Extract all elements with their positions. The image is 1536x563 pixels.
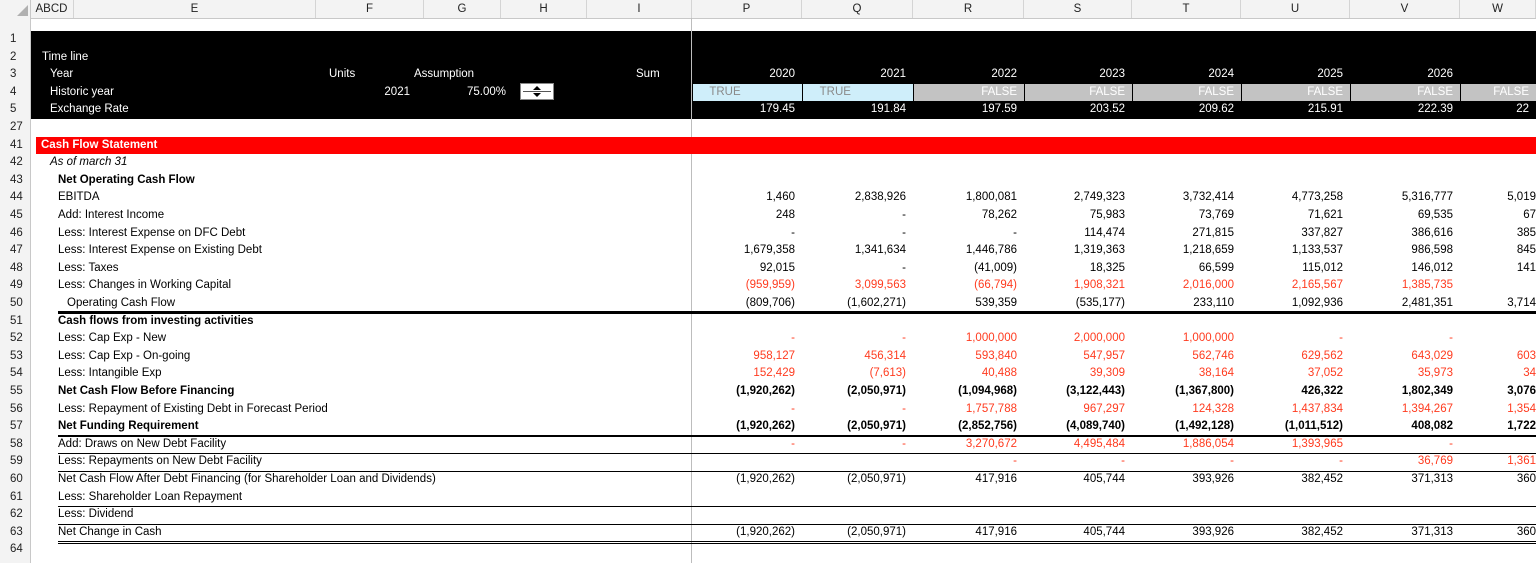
cfs-cell: (2,050,971) <box>847 385 906 397</box>
row-number-56[interactable]: 56 <box>10 402 23 415</box>
historic-flag-0: TRUE <box>709 85 741 98</box>
cfs-cell: 845 <box>1516 244 1536 257</box>
cfs-cell: - <box>1013 226 1017 239</box>
cfs-cell: 382,452 <box>1301 525 1343 538</box>
cfs-cell: (959,959) <box>745 279 795 292</box>
cfs-cell: (2,050,971) <box>847 420 906 433</box>
cfs-cell: (3,122,443) <box>1066 385 1125 397</box>
cfs-row-label: Less: Changes in Working Capital <box>58 279 232 292</box>
cfs-row-label: Less: Repayment of Existing Debt in Forecast Period <box>58 402 328 415</box>
select-all-corner[interactable] <box>0 0 31 18</box>
column-header-e[interactable]: E <box>74 0 316 18</box>
cfs-cell: 337,827 <box>1301 226 1343 239</box>
row-number-55[interactable]: 55 <box>10 385 23 397</box>
cfs-cell: 4,495,484 <box>1073 437 1125 450</box>
select-all-triangle-icon <box>17 5 28 16</box>
cfs-cell: 248 <box>775 209 795 221</box>
exchange-rate-2: 197.59 <box>981 103 1017 116</box>
column-header-f[interactable]: F <box>316 0 424 18</box>
cfs-cell: (2,852,756) <box>958 420 1017 433</box>
cfs-cell: (66,794) <box>974 279 1017 292</box>
column-header-p[interactable]: P <box>692 0 802 18</box>
cfs-cell: 393,926 <box>1192 525 1234 538</box>
row-number-54[interactable]: 54 <box>10 367 23 380</box>
historic-flag-3: FALSE <box>1089 85 1125 98</box>
cfs-row-label: Less: Repayments on New Debt Facility <box>58 455 262 468</box>
cfs-cell: 114,474 <box>1084 226 1125 239</box>
year-2: 2022 <box>991 68 1017 81</box>
rule-below-operating <box>58 313 1536 314</box>
cfs-cell: 37,052 <box>1307 367 1343 380</box>
cfs-cell: 2,838,926 <box>854 191 906 204</box>
cfs-cell: - <box>902 332 906 345</box>
cfs-cell: 124,328 <box>1192 402 1234 415</box>
units-header: Units <box>329 68 356 81</box>
column-header-v[interactable]: V <box>1350 0 1460 18</box>
column-header-u[interactable]: U <box>1241 0 1350 18</box>
rule-above-net-funding <box>58 453 1536 454</box>
cfs-cell: 986,598 <box>1411 244 1453 257</box>
cfs-cell: 1,385,735 <box>1401 279 1453 292</box>
cfs-row-label: Less: Interest Expense on DFC Debt <box>58 226 246 239</box>
rule-below-net-cash <box>58 436 1536 437</box>
cfs-cell: (2,050,971) <box>847 525 906 538</box>
cfs-cell: 1,886,054 <box>1182 437 1234 450</box>
cfs-cell: 1,218,659 <box>1182 244 1234 257</box>
cfs-cell: 417,916 <box>975 473 1017 485</box>
assumption-header: Assumption <box>414 68 475 81</box>
cfs-cell: - <box>791 402 795 415</box>
cfs-cell: 35,973 <box>1417 367 1453 380</box>
cfs-cell: 405,744 <box>1083 525 1125 538</box>
cfs-cell: 1,092,936 <box>1291 297 1343 309</box>
year-5: 2025 <box>1317 68 1343 81</box>
as-of-date-label: As of march 31 <box>50 156 128 169</box>
row-number-42[interactable]: 42 <box>10 156 23 169</box>
cfs-cell: 547,957 <box>1083 349 1125 362</box>
cfs-cell: 417,916 <box>975 525 1017 538</box>
cfs-cell: 36,769 <box>1417 455 1453 468</box>
cfs-cell: 1,393,965 <box>1291 437 1343 450</box>
cfs-cell: 1,460 <box>766 191 795 204</box>
row-number-59[interactable]: 59 <box>10 455 23 468</box>
cfs-row-label: Less: Intangible Exp <box>58 367 162 380</box>
cfs-cell: - <box>902 402 906 415</box>
cfs-cell: 2,749,323 <box>1073 191 1125 204</box>
cfs-cell: 426,322 <box>1301 385 1343 397</box>
rule-above-after-financing <box>58 506 1536 507</box>
cfs-cell: 67 <box>1523 209 1536 221</box>
cfs-cell: 967,297 <box>1083 402 1125 415</box>
row-number-58[interactable]: 58 <box>10 437 23 450</box>
row-number-64[interactable]: 64 <box>10 543 23 556</box>
cfs-cell: 1,437,834 <box>1291 402 1343 415</box>
cfs-cell: 386,616 <box>1411 226 1453 239</box>
cfs-cell: 34 <box>1523 367 1536 380</box>
cfs-row-label: Less: Interest Expense on Existing Debt <box>58 244 262 257</box>
cfs-cell: - <box>1449 332 1453 345</box>
cfs-row-label: Add: Draws on New Debt Facility <box>58 437 227 450</box>
historic-flag-5: FALSE <box>1307 85 1343 98</box>
cfs-cell: 233,110 <box>1193 297 1234 309</box>
cfs-row-label: Less: Taxes <box>58 261 119 274</box>
cfs-cell: 456,314 <box>864 349 906 362</box>
cfs-cell: 393,926 <box>1192 473 1234 485</box>
cfs-cell: - <box>902 209 906 221</box>
cfs-cell: 146,012 <box>1411 261 1453 274</box>
cfs-cell: (2,050,971) <box>847 473 906 485</box>
cfs-cell: 75,983 <box>1089 209 1125 221</box>
cfs-cell: 360 <box>1516 473 1536 485</box>
cfs-cell: 1,361 <box>1507 455 1536 468</box>
cfs-cell: 1,394,267 <box>1401 402 1453 415</box>
cfs-cell: - <box>902 261 906 274</box>
column-header-q[interactable]: Q <box>802 0 913 18</box>
cfs-cell: 2,000,000 <box>1073 332 1125 345</box>
cfs-cell: - <box>902 437 906 450</box>
rule-below-after-financing <box>58 524 1536 525</box>
cfs-cell: 3,099,563 <box>854 279 906 292</box>
cfs-cell: 1,000,000 <box>965 332 1017 345</box>
cfs-cell: (1,602,271) <box>847 297 906 309</box>
cfs-cell: (1,920,262) <box>736 420 795 433</box>
cfs-cell: 408,082 <box>1411 420 1453 433</box>
column-header-i[interactable]: I <box>587 0 692 18</box>
row-number-3[interactable]: 3 <box>10 68 17 81</box>
row-number-49[interactable]: 49 <box>10 279 23 292</box>
historic-percentage-input[interactable]: 75.00% <box>466 85 506 98</box>
cfs-cell: 1,446,786 <box>965 244 1017 257</box>
cfs-row-label: Less: Cap Exp - On-going <box>58 349 191 362</box>
cfs-row-label: Less: Shareholder Loan Repayment <box>58 490 243 503</box>
exchange-rate-1: 191.84 <box>870 103 906 116</box>
column-header-g[interactable]: G <box>424 0 501 18</box>
cfs-cell: (1,920,262) <box>736 385 795 397</box>
year-0: 2020 <box>769 68 795 81</box>
historic-year-spinner[interactable] <box>520 83 554 100</box>
cfs-cell: 5,316,777 <box>1401 191 1453 204</box>
cfs-cell: (1,492,128) <box>1175 420 1234 433</box>
cfs-cell: 2,016,000 <box>1182 279 1234 292</box>
cfs-cell: 141 <box>1516 261 1536 274</box>
cfs-cell: 1,319,363 <box>1073 244 1125 257</box>
row-number-41[interactable]: 41 <box>10 138 23 151</box>
row-number-62[interactable]: 62 <box>10 508 23 521</box>
cfs-cell: (1,920,262) <box>736 525 795 538</box>
exchange-rate-4: 209.62 <box>1198 103 1234 116</box>
row-number-61[interactable]: 61 <box>10 490 23 503</box>
cfs-row-label: Net Operating Cash Flow <box>58 173 195 186</box>
exchange-rate-0: 179.45 <box>759 103 795 116</box>
spin-down-icon[interactable] <box>533 93 541 97</box>
cfs-cell: 1,133,537 <box>1291 244 1343 257</box>
cfs-cell: 40,488 <box>981 367 1017 380</box>
cfs-cell: 92,015 <box>759 261 795 274</box>
cfs-cell: 3,270,672 <box>965 437 1017 450</box>
cfs-cell: 1,679,358 <box>743 244 795 257</box>
cfs-cell: 3,732,414 <box>1182 191 1234 204</box>
year-3: 2023 <box>1099 68 1125 81</box>
spin-up-icon[interactable] <box>533 86 541 90</box>
cfs-cell: - <box>1339 332 1343 345</box>
cfs-cell: 1,800,081 <box>965 191 1017 204</box>
column-header-w[interactable]: W <box>1460 0 1536 18</box>
cfs-cell: 405,744 <box>1083 473 1125 485</box>
row-number-47[interactable]: 47 <box>10 244 23 257</box>
cfs-cell: 3,714 <box>1507 297 1536 309</box>
cfs-cell: (4,089,740) <box>1066 420 1125 433</box>
cfs-cell: (809,706) <box>745 297 795 309</box>
cfs-row-label: Net Funding Requirement <box>58 420 199 433</box>
cfs-cell: 73,769 <box>1198 209 1234 221</box>
historic-flag-2: FALSE <box>981 85 1017 98</box>
cash-flow-title: Cash Flow Statement <box>41 138 158 151</box>
historic-flag-7: FALSE <box>1493 85 1529 98</box>
cfs-cell: 271,815 <box>1192 226 1234 239</box>
row-number-48[interactable]: 48 <box>10 261 23 274</box>
cfs-cell: 66,599 <box>1198 261 1234 274</box>
cfs-cell: 71,621 <box>1307 209 1343 221</box>
rule-below-net-funding <box>58 471 1536 472</box>
cfs-cell: 385 <box>1516 226 1536 239</box>
timeline-title: Time line <box>42 50 89 63</box>
year-6: 2026 <box>1427 68 1453 81</box>
exchange-rate-3: 203.52 <box>1089 103 1125 116</box>
cfs-cell: 1,757,788 <box>965 402 1017 415</box>
cfs-cell: 1,000,000 <box>1182 332 1234 345</box>
cfs-cell: 78,262 <box>981 209 1017 221</box>
cfs-cell: 39,309 <box>1089 367 1125 380</box>
cfs-cell: - <box>902 226 906 239</box>
cfs-cell: (1,094,968) <box>958 385 1017 397</box>
cfs-cell: 4,773,258 <box>1291 191 1343 204</box>
cfs-cell: 1,354 <box>1507 402 1536 415</box>
spin-divider <box>523 91 551 92</box>
cfs-row-label: EBITDA <box>58 191 100 204</box>
cfs-cell: - <box>791 437 795 450</box>
historic-year-label: Historic year <box>50 85 114 98</box>
cfs-cell: 18,325 <box>1089 261 1125 274</box>
cfs-cell: - <box>1339 455 1343 468</box>
row-number-4[interactable]: 4 <box>10 85 17 98</box>
cfs-cell: - <box>1121 455 1125 468</box>
cfs-cell: 603 <box>1516 349 1536 362</box>
row-number-50[interactable]: 50 <box>10 297 23 309</box>
cfs-cell: 360 <box>1516 525 1536 538</box>
row-number-53[interactable]: 53 <box>10 349 23 362</box>
cfs-row-label: Less: Cap Exp - New <box>58 332 167 345</box>
cfs-cell: 1,802,349 <box>1401 385 1453 397</box>
year-label: Year <box>50 68 74 81</box>
cash-flow-title-bar <box>36 137 1536 154</box>
cfs-cell: - <box>791 332 795 345</box>
column-header-t[interactable]: T <box>1132 0 1241 18</box>
cfs-cell: (1,367,800) <box>1175 385 1234 397</box>
cfs-cell: 958,127 <box>753 349 795 362</box>
cfs-cell: 38,164 <box>1198 367 1234 380</box>
cfs-row-label: Net Cash Flow After Debt Financing (for Shareholder Loan and Dividends) <box>58 473 436 485</box>
column-header-r[interactable]: R <box>913 0 1024 18</box>
year-4: 2024 <box>1208 68 1234 81</box>
cfs-cell: 115,012 <box>1302 261 1343 274</box>
row-number-2[interactable]: 2 <box>10 50 17 63</box>
column-header-s[interactable]: S <box>1024 0 1132 18</box>
row-number-1[interactable]: 1 <box>10 33 17 45</box>
cfs-cell: 371,313 <box>1411 473 1453 485</box>
historic-flag-4: FALSE <box>1198 85 1234 98</box>
cfs-cell: 643,029 <box>1411 349 1453 362</box>
year-1: 2021 <box>880 68 906 81</box>
cfs-cell: 562,746 <box>1192 349 1234 362</box>
exchange-rate-7: 22 <box>1516 103 1529 116</box>
cfs-cell: 1,908,321 <box>1073 279 1125 292</box>
row-number-51[interactable]: 51 <box>10 314 23 327</box>
cfs-row-label: Operating Cash Flow <box>67 297 176 309</box>
cfs-row-label: Net Change in Cash <box>58 525 162 538</box>
cfs-cell: 593,840 <box>975 349 1017 362</box>
cfs-row-label: Net Cash Flow Before Financing <box>58 385 235 397</box>
rule-below-net-change <box>58 541 1536 542</box>
cfs-cell: 629,562 <box>1301 349 1343 362</box>
exchange-rate-5: 215.91 <box>1307 103 1343 116</box>
cfs-cell: 539,359 <box>975 297 1017 309</box>
cfs-cell: 371,313 <box>1411 525 1453 538</box>
cfs-cell: 5,019 <box>1507 191 1536 204</box>
cfs-cell: (41,009) <box>974 261 1017 274</box>
sum-header: Sum <box>636 68 660 81</box>
cfs-cell: 382,452 <box>1301 473 1343 485</box>
cfs-row-label: Add: Interest Income <box>58 209 165 221</box>
row-number-45[interactable]: 45 <box>10 209 23 221</box>
cfs-cell: 2,481,351 <box>1401 297 1453 309</box>
row-number-44[interactable]: 44 <box>10 191 23 204</box>
cfs-cell: 1,341,634 <box>854 244 906 257</box>
cfs-cell: - <box>791 226 795 239</box>
row-number-27[interactable]: 27 <box>10 121 23 133</box>
cfs-cell: - <box>1230 455 1234 468</box>
row-number-57[interactable]: 57 <box>10 420 23 433</box>
column-header-h[interactable]: H <box>501 0 587 18</box>
cfs-cell: (1,920,262) <box>736 473 795 485</box>
cfs-cell: - <box>1013 455 1017 468</box>
row-number-43[interactable]: 43 <box>10 173 23 186</box>
cfs-cell: (7,613) <box>869 367 906 380</box>
cfs-cell: 152,429 <box>753 367 795 380</box>
historic-flag-1: TRUE <box>819 85 851 98</box>
row-number-46[interactable]: 46 <box>10 226 23 239</box>
row-number-60[interactable]: 60 <box>10 473 23 485</box>
cfs-cell: 2,165,567 <box>1291 279 1343 292</box>
cfs-row-label: Less: Dividend <box>58 508 134 521</box>
exchange-rate-6: 222.39 <box>1417 103 1453 116</box>
row-number-52[interactable]: 52 <box>10 332 23 345</box>
exchange-rate-label: Exchange Rate <box>50 103 129 116</box>
row-number-63[interactable]: 63 <box>10 525 23 538</box>
column-header-abcd[interactable]: ABCD <box>30 0 74 18</box>
cfs-cell: 69,535 <box>1417 209 1453 221</box>
cfs-cell: (535,177) <box>1075 297 1125 309</box>
historic-flag-6: FALSE <box>1417 85 1453 98</box>
row-number-5[interactable]: 5 <box>10 103 17 116</box>
cfs-cell: (1,011,512) <box>1284 420 1343 433</box>
cfs-cell: 3,076 <box>1507 385 1536 397</box>
cfs-cell: 1,722 <box>1507 420 1536 433</box>
cfs-row-label: Cash flows from investing activities <box>58 314 254 327</box>
historic-year-input[interactable]: 2021 <box>384 85 410 98</box>
cfs-cell: - <box>1449 437 1453 450</box>
rule-below-net-change-double <box>58 543 1536 544</box>
